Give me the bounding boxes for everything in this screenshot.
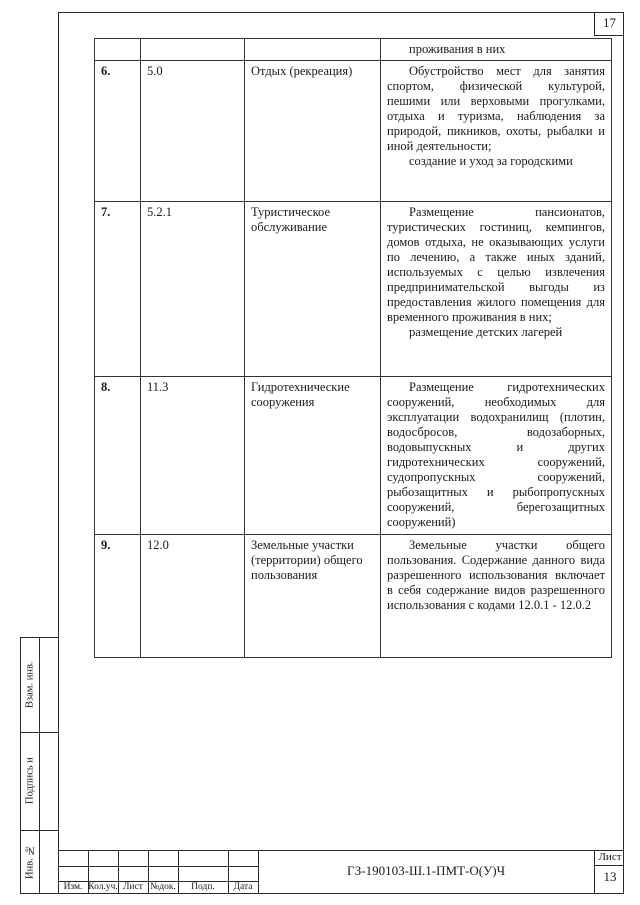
title-block — [58, 850, 624, 894]
cell-name: Гидротехнические сооружения — [245, 377, 381, 535]
side-stamp — [20, 637, 58, 894]
cell-code: 11.3 — [141, 377, 245, 535]
cell-name: Земельные участки (территории) общего пользования — [245, 535, 381, 658]
cell-description: Земельные участки общего пользования. Содержание данного вида разрешенного использования включает в себя содержание видов разрешенного использования с кодами 12.0.1 - 12.0.2 — [381, 535, 612, 658]
cell-number: 9. — [95, 535, 141, 658]
cell-description: Размещение гидротехнических сооружений, необходимых для эксплуатации водохранилищ (плотин, водосбросов, водозаборных, водовыпускных и других гидротехнических сооружений, судопропускных сооружений, рыбозащитных и рыбопропускных сооружений, берегозащитных сооружений) — [381, 377, 612, 535]
cell-code: 5.0 — [141, 61, 245, 202]
cell-number: 6. — [95, 61, 141, 202]
cell-name: Туристическое обслуживание — [245, 202, 381, 377]
land-use-table — [94, 38, 612, 658]
table-row — [95, 202, 612, 377]
header-data: Дата — [233, 882, 253, 892]
cell-number: 7. — [95, 202, 141, 377]
table-row-continuation — [95, 39, 612, 61]
stamp-inv-no: Инв. № — [24, 844, 36, 879]
cell-code: 5.2.1 — [141, 202, 245, 377]
page-number: 17 — [594, 12, 624, 36]
header-izm: Изм. — [63, 882, 83, 892]
sheet-number: 13 — [603, 869, 617, 884]
cell-description: Обустройство мест для занятия спортом, физической культурой, пешими или верховыми прогулками, отдыха и туризма, наблюдения за природой, пикников, охоты, рыбалки и иной деятельности; создание и уход за городскими — [381, 61, 612, 202]
cell-description: Размещение пансионатов, туристических гостиниц, кемпингов, домов отдыха, не оказывающих услуги по лечению, а также иных зданий, используемых с целью извлечения предпринимательской выгоды из предоставления жилого помещения для временного проживания в них; размещение детских лагерей — [381, 202, 612, 377]
header-kol-uch: Кол.уч. — [88, 882, 118, 892]
table-row — [95, 535, 612, 658]
document-code: ГЗ-190103-Ш.1-ПМТ-О(У)Ч — [346, 863, 506, 878]
header-podp: Подп. — [191, 882, 215, 892]
cell-number: 8. — [95, 377, 141, 535]
sheet-label: Лист — [598, 851, 622, 863]
stamp-vzam-inv: Взам. инв. — [24, 661, 36, 709]
header-list: Лист — [123, 882, 143, 892]
header-no-dok: №док. — [150, 882, 176, 892]
cell-description: проживания в них — [381, 39, 612, 61]
table-row — [95, 377, 612, 535]
cell-code: 12.0 — [141, 535, 245, 658]
table-row — [95, 61, 612, 202]
cell-name: Отдых (рекреация) — [245, 61, 381, 202]
stamp-podpis: Подпись и — [24, 757, 36, 805]
